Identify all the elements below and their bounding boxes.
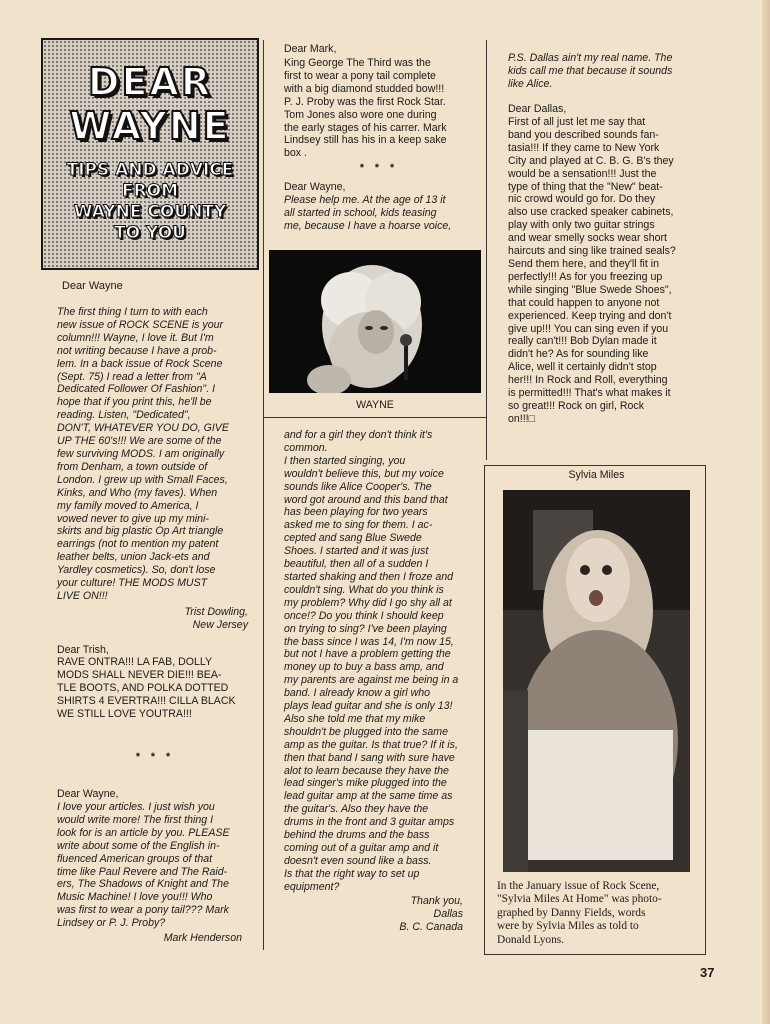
column-divider (263, 40, 264, 950)
wayne-photo-image (269, 250, 481, 393)
page-number: 37 (700, 965, 715, 980)
reply3-body: First of all just let me say that band you described sounds fan- tasia!!! If they came to New York City and played at C. B. G. B's they would be a sensation!!! Just the type of thing that the "New" beat- nic crowd would go for. Do they also use cracked speaker cabinets, play with only two guitar strings and wear smelly socks wear short haircuts and sing like trained seals? Send them here, and they'll fit in perfectly!!! As for you freezing up while singing "Blue Swede Shoes", that could happen to anyone not experienced. Keep trying and don't give up!!! You can sing even if you really can't!!! Bob Dylan made it didn't he? As for sounding like Alice, well it certainly didn't stop her!!! In Rock and Roll, everything is permitted!!! That's what makes it so great!!! Rock on girl, Rock on!!!□ (508, 116, 676, 425)
reply2-salutation: Dear Mark, (284, 43, 337, 55)
wayne-photo (269, 250, 481, 393)
column-rule (264, 417, 486, 418)
column-subtitle-line3: WAYNE COUNTY (73, 202, 227, 222)
letter2-signature: Mark Henderson (163, 932, 242, 944)
sylvia-photo-caption: In the January issue of Rock Scene, "Sylvia Miles At Home" was photo- graphed by Danny Fields, words were by Sylvia Miles as told to Donald Lyons. (497, 880, 662, 946)
column-divider (486, 40, 487, 460)
page-edge (762, 0, 770, 1024)
sylvia-photo-label: Sylvia Miles (568, 469, 625, 481)
letter1-signature: Trist Dowling, New Jersey (184, 606, 248, 631)
letter1-body: The first thing I turn to with each new issue of ROCK SCENE is your column!!! Wayne, I love it. But I'm not writing because I have a prob- lem. In a back issue of Rock Scene (Sept. 75) I read a letter from "A Dedicated Follower Of Fashion". I hope that if you print this, he'll be reading. Listen, "Dedicated", DON'T, WHATEVER YOU DO, GIVE UP THE 60's!!! We are some of the few surviving MODS. I am originally from Denham, a town outside of London. I grew up with Small Faces, Kinks, and Who (my faves). When my family moved to America, I vowed never to give up my mini- skirts and big plastic Op Art triangle earrings (not to mention my patent leather belts, union Jack-ets and Yardley cosmetics). So, don't lose your culture! THE MODS MUST LIVE ON!!! (57, 306, 229, 602)
reply1-salutation: Dear Trish, (57, 644, 109, 656)
letter2-salutation: Dear Wayne, (57, 788, 119, 800)
reply3-salutation: Dear Dallas, (508, 103, 567, 115)
letter3-body-continued: and for a girl they don't think it's common. I then started singing, you wouldn't believe this, but my voice sounds like Alice Cooper's. The word got around and this band that has been playing for two years asked me to sing for them. I ac- cepted and sang Blue Swede Shoes. I started and it was just beautiful, then all of a sudden I started shaking and then I froze and couldn't sing. What do you think is my problem? Why did I go shy all at once!? Do you think I should keep on trying to sing? I've been playing the bass since I was 14, I'm now 15, but not I have a problem getting the money up to buy a bass amp, and my parents are against me being in a band. I already know a girl who plays lead guitar and she is only 13! Also she told me that my mike shouldn't be plugged into the same amp as the guitar. Is that true? If it is, then that band I sang with sure have alot to learn because they have the lead singer's mike plugged into the lead guitar amp at the same time as the guitar's. Also they have the drums in the front and 3 guitar amps behind the drums and the bass coming out of a guitar amp and it doesn't even sound like a bass. Is that the right way to set up equipment? (284, 429, 459, 893)
column-subtitle-line2: FROM (121, 181, 179, 201)
wayne-photo-label: WAYNE (356, 399, 394, 411)
letter3-body-start: Please help me. At the age of 13 it all started in school, kids teasing me, because I have a hoarse voice, (284, 194, 452, 232)
reply1-body: RAVE ONTRA!!! LA FAB, DOLLY MODS SHALL NEVER DIE!!! BEA- TLE BOOTS, AND POLKA DOTTED SHIRTS 4 EVERTRA!!! CILLA BLACK WE STILL LOVE YOUTRA!!! (57, 656, 236, 720)
sylvia-photo (503, 490, 690, 872)
column-subtitle-line1: TIPS AND ADVICE (66, 160, 234, 180)
column-title-line1: DEAR (87, 60, 213, 104)
column-subtitle-line4: TO YOU (114, 223, 186, 243)
column-header-box (41, 38, 259, 270)
separator-stars: * * * (359, 162, 399, 174)
sylvia-photo-image (503, 490, 690, 872)
reply2-body: King George The Third was the first to wear a pony tail complete with a big diamond studded bow!!! P. J. Proby was the first Rock Star. Tom Jones also wore one during the early stages of his carrer. Mark Lindsey still has his in a keep sake box . (284, 57, 447, 160)
letter3-signature: Thank you, Dallas B. C. Canada (399, 895, 463, 933)
letter2-body: I love your articles. I just wish you would write more! The first thing I look for is an article by you. PLEASE write about some of the English in- fluenced American groups of that time like Paul Revere and The Raid- ers, The Shadows of Knight and The Music Machine! I love you!!! Who was first to wear a pony tail??? Mark Lindsey or P. J. Proby? (57, 801, 230, 930)
separator-stars: * * * (135, 751, 175, 763)
letter3-postscript: P.S. Dallas ain't my real name. The kids call me that because it sounds like Alice. (508, 52, 673, 90)
letter1-salutation: Dear Wayne (62, 280, 123, 292)
column-title-line2: WAYNE (69, 104, 231, 148)
letter3-salutation: Dear Wayne, (284, 181, 346, 193)
